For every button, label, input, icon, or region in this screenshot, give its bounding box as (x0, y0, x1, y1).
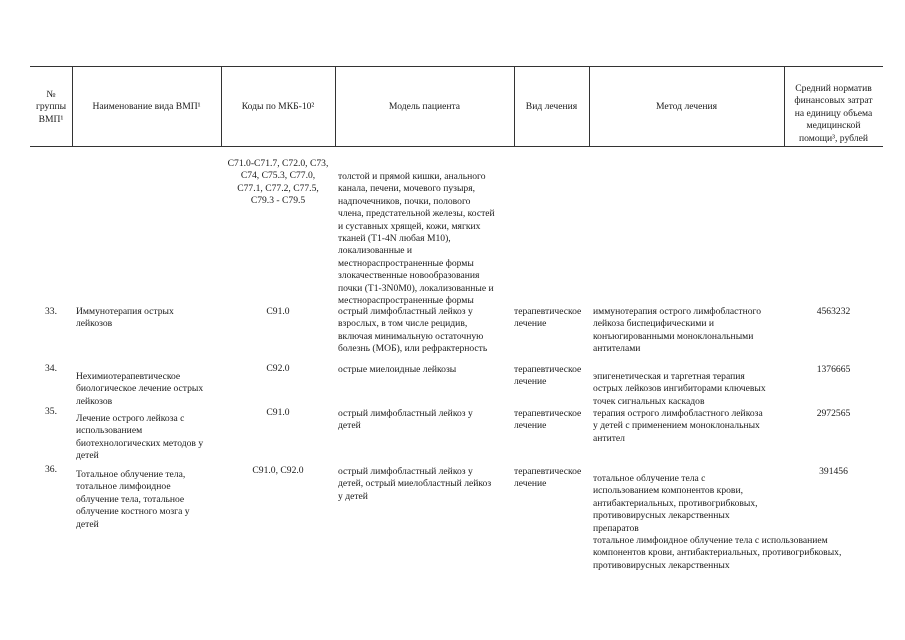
row-number: 35. (45, 406, 57, 417)
row-treatment-type: терапевтическое лечение (514, 364, 582, 388)
row-number: 33. (45, 306, 57, 317)
row-vmp-name: Иммунотерапия острых лейкозов (76, 306, 174, 330)
row-vmp-name: Лечение острого лейкоза с использованием биотехнологических методов у детей (76, 413, 204, 462)
row-vmp-name: Тотальное облучение тела, тотальное лимфоидное облучение тела, тотальное облучение костного мозга у детей (76, 469, 190, 530)
row-icd-codes: C91.0 (266, 407, 290, 418)
header-vmp-name: Наименование вида ВМП¹ (92, 101, 201, 112)
continuation-patient-model: толстой и прямой кишки, анального канала, печени, мочевого пузыря, надпочечников, почки, полового члена, предстательной железы, костей и суставных хрящей, кожи, мягких тканей (T1-4N любая M10), локализованные и местнораспространенные формы злокачественные новообразования почки (T1-3N0M0), локализованные и местнораспространенные формы (338, 171, 495, 307)
row-icd-codes: C91.0 (266, 306, 290, 317)
row-number: 34. (45, 363, 57, 374)
row-treatment-method: тотальное облучение тела с использованием компонентов крови, антибактериальных, противогрибковых, противовирусных лекарственных препаратов тотальное лимфоидное облучение тела с использованием компонентов крови, антибактериальных, противогрибковых, противовирусных лекарственных (593, 473, 842, 571)
header-top-border (30, 66, 883, 67)
row-patient-model: острый лимфобластный лейкоз у детей, острый миелобластный лейкоз у детей (338, 466, 492, 502)
header-treatment-method: Метод лечения (655, 101, 718, 112)
header-group-number: № группы ВМП¹ (35, 89, 67, 125)
row-icd-codes: C91.0, C92.0 (252, 465, 304, 476)
header-treatment-type: Вид лечения (525, 101, 578, 112)
row-treatment-method: эпигенетическая и таргетная терапия острых лейкозов ингибиторами ключевых точек сигнальных каскадов (593, 371, 766, 407)
row-treatment-type: терапевтическое лечение (514, 466, 582, 490)
row-icd-codes: C92.0 (266, 363, 290, 374)
row-treatment-method: иммунотерапия острого лимфобластного лейкоза биспецифическими и конъюгированными моноклональными антителами (593, 306, 761, 355)
header-cost: Средний норматив финансовых затрат на единицу объема медицинской помощи³, рублей (794, 83, 873, 144)
continuation-icd-codes: C71.0-C71.7, C72.0, C73, C74, C75.3, C77.0, C77.1, C77.2, C77.5, C79.3 - C79.5 (227, 158, 329, 207)
row-treatment-type: терапевтическое лечение (514, 306, 582, 330)
header-icd-codes: Коды по МКБ-10² (241, 101, 315, 112)
row-number: 36. (45, 464, 57, 475)
row-patient-model: острый лимфобластный лейкоз у взрослых, в том числе рецидив, включая минимальную остаточную болезнь (МОБ), или рефрактерность (338, 306, 488, 355)
row-cost: 2972565 (816, 408, 851, 419)
row-cost: 4563232 (816, 306, 851, 317)
row-patient-model: острый лимфобластный лейкоз у детей (338, 408, 473, 432)
row-cost: 391456 (819, 466, 848, 477)
row-cost: 1376665 (816, 364, 851, 375)
row-patient-model: острые миелоидные лейкозы (338, 364, 457, 375)
row-treatment-type: терапевтическое лечение (514, 408, 582, 432)
row-vmp-name: Нехимиотерапевтическое биологическое лечение острых лейкозов (76, 371, 204, 407)
header-patient-model: Модель пациента (388, 101, 461, 112)
header-bottom-border (30, 146, 883, 147)
row-treatment-method: терапия острого лимфобластного лейкоза у детей с применением моноклональных антител (593, 408, 763, 444)
